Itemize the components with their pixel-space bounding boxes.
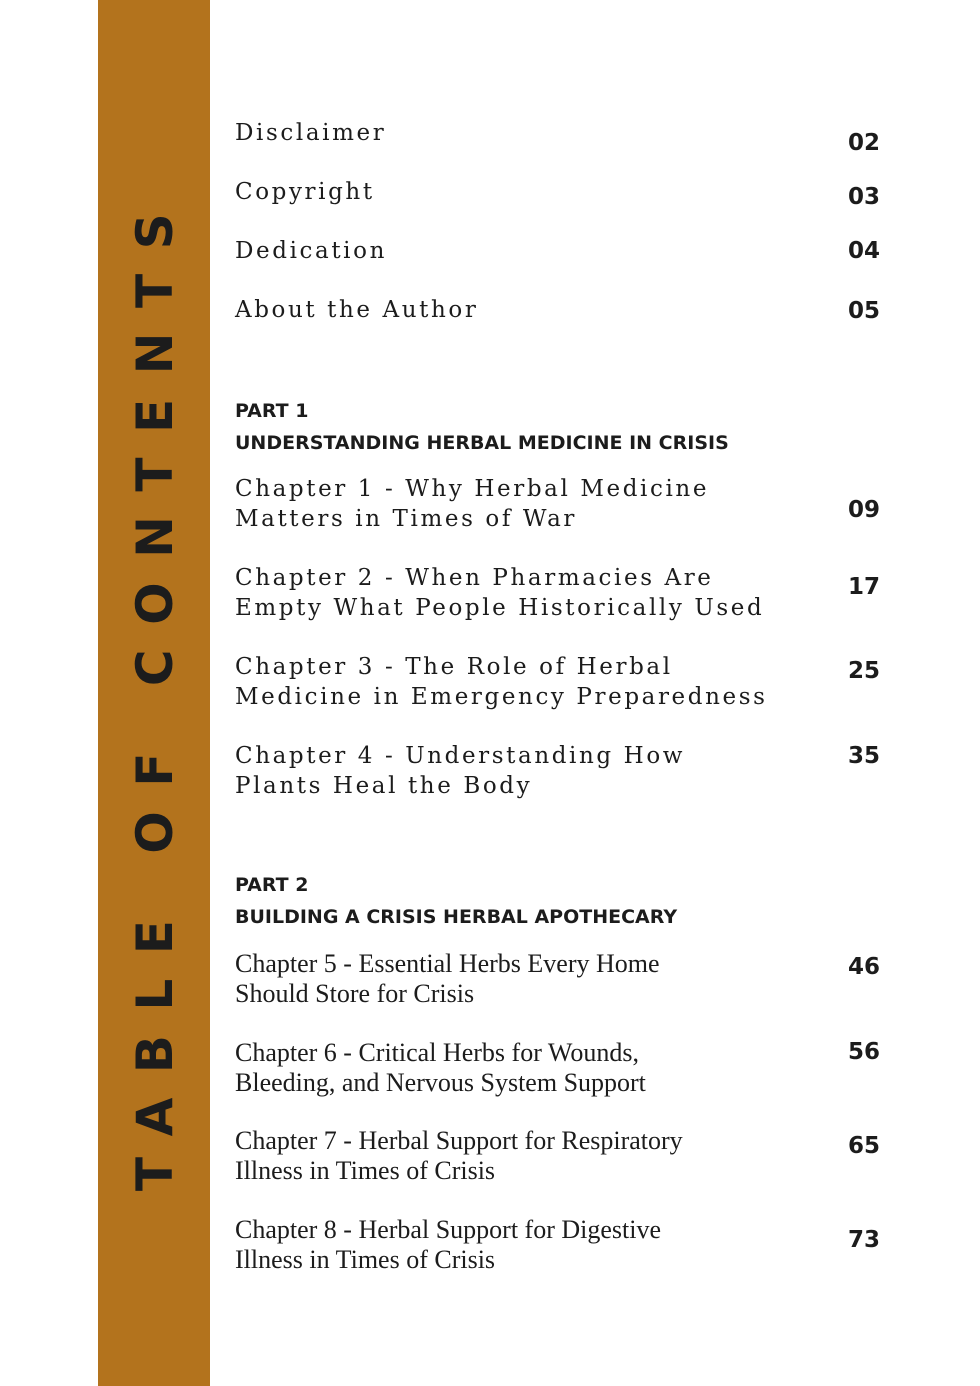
page-number: 09 — [847, 497, 880, 523]
sidebar-title: TABLE OF CONTENTS — [126, 188, 184, 1192]
page-number: 46 — [847, 954, 880, 980]
chapter-line: Plants Heal the Body — [235, 773, 533, 799]
part-title: UNDERSTANDING HERBAL MEDICINE IN CRISIS — [235, 432, 729, 454]
toc-entry-chapter-5[interactable] — [235, 949, 660, 1009]
toc-entry-dedication[interactable]: Dedication — [235, 238, 387, 264]
page-number: 35 — [847, 743, 880, 769]
page-number: 17 — [847, 574, 880, 600]
page-number: 03 — [847, 184, 880, 210]
part-label: PART 2 — [235, 874, 309, 896]
chapter-line: Matters in Times of War — [235, 506, 577, 532]
chapter-line: Bleeding, and Nervous System Support — [235, 1068, 646, 1097]
chapter-line: Chapter 8 - Herbal Support for Digestive — [235, 1215, 662, 1244]
page-number: 25 — [847, 658, 880, 684]
part-label: PART 1 — [235, 400, 309, 422]
page-number: 56 — [847, 1039, 880, 1065]
toc-entry-copyright[interactable]: Copyright — [235, 179, 375, 205]
chapter-line: Illness in Times of Crisis — [235, 1245, 496, 1274]
chapter-line: Should Store for Crisis — [235, 979, 475, 1008]
chapter-line: Chapter 2 - When Pharmacies Are — [235, 565, 714, 591]
toc-entry-chapter-4[interactable] — [235, 741, 685, 801]
page-number: 05 — [847, 298, 880, 324]
chapter-line: Chapter 5 - Essential Herbs Every Home — [235, 949, 660, 978]
chapter-line: Chapter 1 - Why Herbal Medicine — [235, 476, 710, 502]
page-number: 73 — [847, 1227, 880, 1253]
part-title: BUILDING A CRISIS HERBAL APOTHECARY — [235, 906, 678, 928]
chapter-line: Chapter 7 - Herbal Support for Respiratory — [235, 1126, 683, 1155]
chapter-line: Medicine in Emergency Preparedness — [235, 684, 768, 710]
toc-entry-chapter-8[interactable] — [235, 1215, 661, 1275]
toc-entry-disclaimer[interactable]: Disclaimer — [235, 120, 387, 146]
chapter-line: Chapter 4 - Understanding How — [235, 743, 686, 769]
page-number: 65 — [847, 1133, 880, 1159]
toc-entry-chapter-1[interactable] — [235, 474, 709, 534]
toc-entry-chapter-7[interactable] — [235, 1126, 683, 1186]
chapter-line: Chapter 3 - The Role of Herbal — [235, 654, 673, 680]
chapter-line: Chapter 6 - Critical Herbs for Wounds, — [235, 1038, 639, 1067]
chapter-line: Empty What People Historically Used — [235, 595, 765, 621]
toc-entry-about-author[interactable]: About the Author — [235, 297, 479, 323]
page-number: 04 — [847, 238, 880, 264]
page-number: 02 — [847, 130, 880, 156]
chapter-line: Illness in Times of Crisis — [235, 1156, 496, 1185]
toc-entry-chapter-2[interactable] — [235, 563, 764, 623]
toc-entry-chapter-3[interactable] — [235, 652, 768, 712]
toc-entry-chapter-6[interactable] — [235, 1038, 646, 1098]
